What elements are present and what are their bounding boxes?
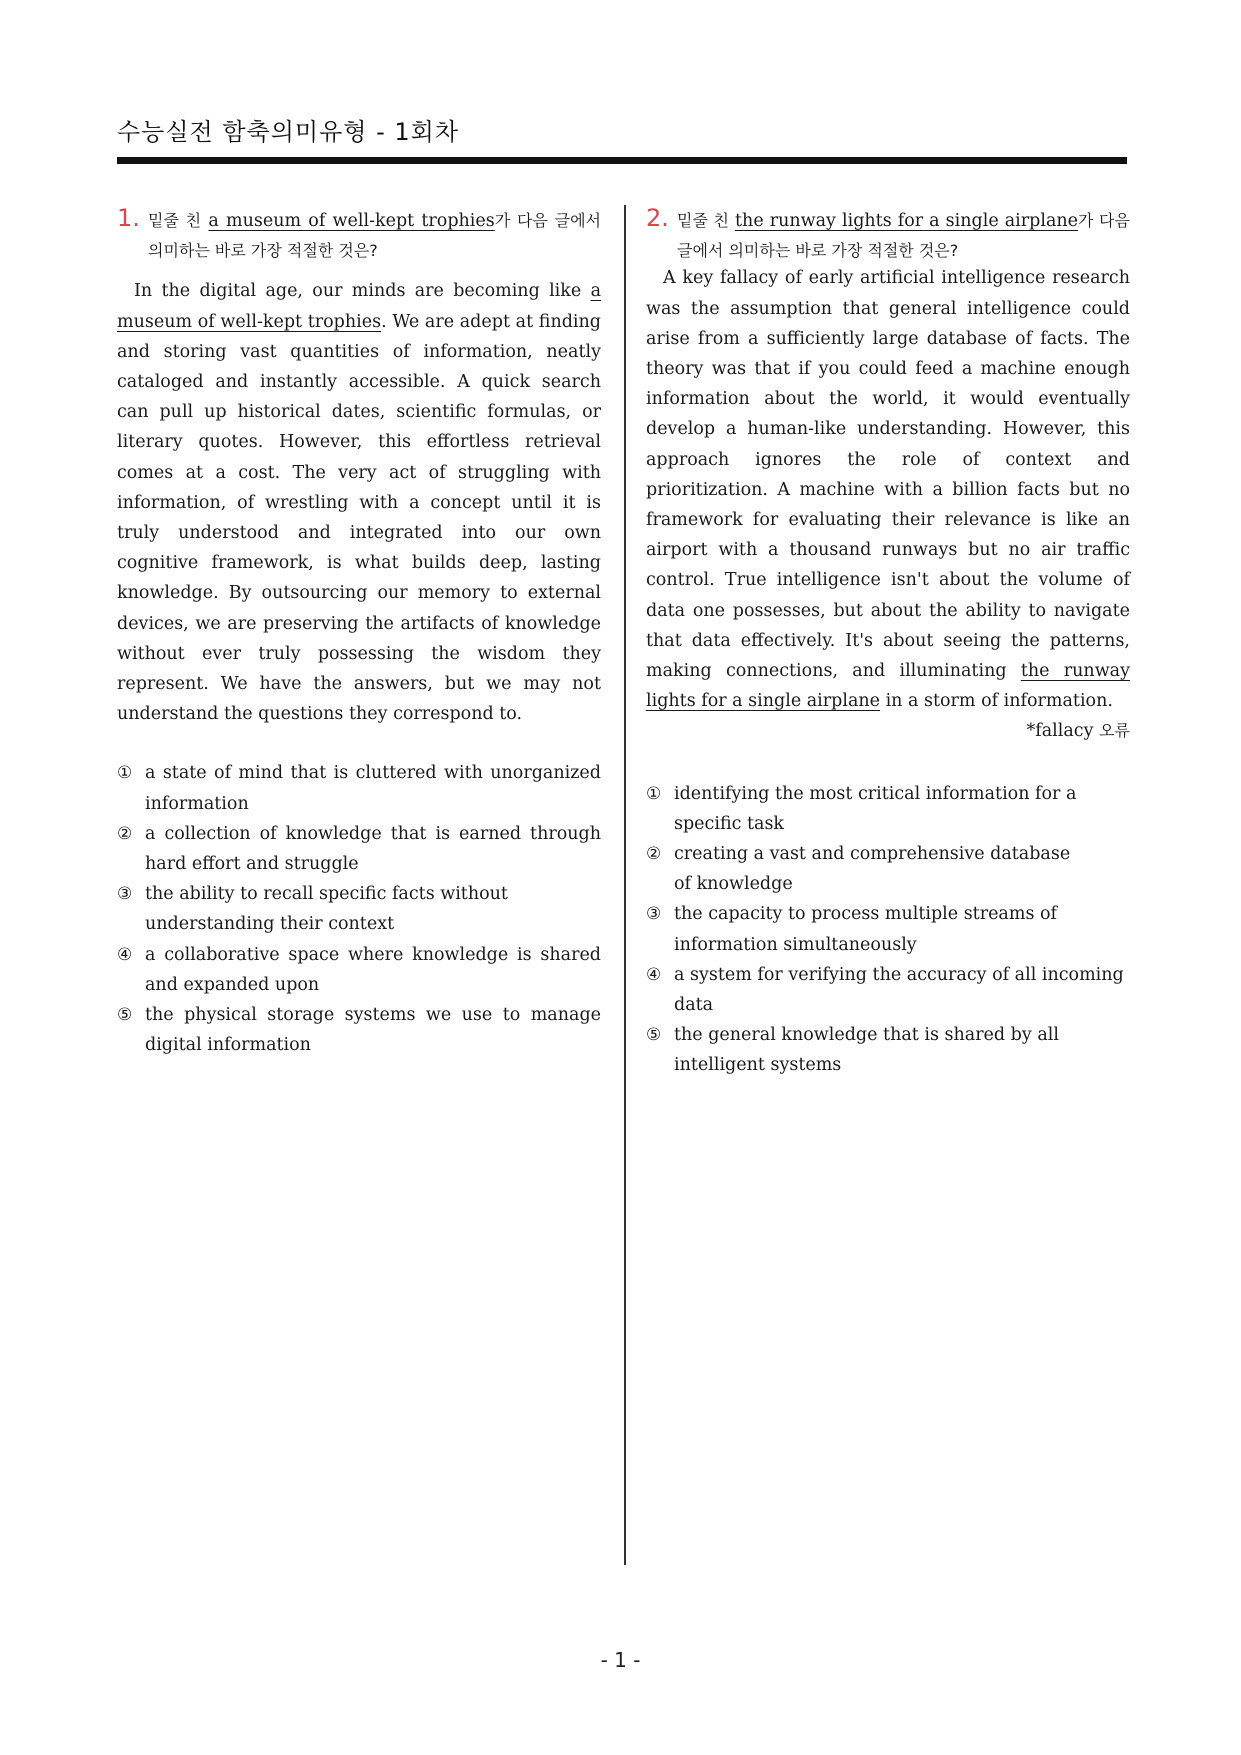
option-text: a collaborative space where knowledge is shared and expanded upon — [145, 944, 601, 995]
answer-option-3[interactable] — [646, 899, 1130, 959]
answer-options — [646, 779, 1130, 1081]
footnote-meaning: 오류 — [1099, 721, 1130, 741]
underlined-phrase: the runway lights for a single airplane — [735, 211, 1078, 231]
passage-underlined-phrase: a museum of well-kept trophies — [117, 281, 601, 332]
answer-option-1[interactable] — [117, 758, 601, 818]
option-number: ③ — [646, 904, 662, 925]
column-divider — [624, 205, 626, 1565]
option-number: ① — [646, 783, 662, 804]
question-1 — [117, 206, 601, 1060]
footnote-word: *fallacy — [1026, 721, 1094, 742]
prompt-lead: 밑줄 친 — [148, 211, 202, 230]
passage-text: A key fallacy of early artificial intelligence research was the assumption that general intelligence could arise from a sufficiently large database of facts. The theory was that if you could feed a machine enough information about the world, it would eventually develop a human-like understanding. However, this approach ignores the role of context and prioritization. A machine with a billion facts but no framework for evaluating their relevance is like an airport with a thousand runways but no air traffic control. True intelligence isn't about the volume of data one possesses, but about the ability to navigate that data effectively. It's about seeing the patterns, making connections, and illuminating — [646, 268, 1130, 682]
question-2 — [646, 206, 1130, 1081]
page-number: - 1 - — [600, 1648, 641, 1672]
question-number: 1. — [117, 204, 140, 232]
option-text: the general knowledge that is shared by all intelligent systems — [674, 1025, 1059, 1076]
option-number: ⑤ — [117, 1005, 133, 1026]
answer-option-2[interactable] — [646, 839, 1130, 899]
passage-underlined-phrase: the runway lights for a single airplane — [646, 661, 1130, 712]
passage-text: in a storm of information. — [880, 691, 1113, 712]
answer-option-1[interactable] — [646, 779, 1130, 839]
option-text: the capacity to process multiple streams of information simultaneously — [674, 904, 1058, 955]
prompt-tail: 가 다음 글에서 의미하는 바로 가장 적절한 것은? — [148, 211, 601, 261]
question-1-prompt — [117, 206, 601, 266]
passage — [646, 263, 1130, 716]
option-number: ③ — [117, 884, 133, 905]
underlined-phrase: a museum of well-kept trophies — [208, 211, 495, 231]
passage-text: . We are adept at finding and storing vast quantities of information, neatly cataloged and instantly accessible. A quick search can pull up historical dates, scientific formulas, or literary quotes. However, this effortless retrieval comes at a cost. The very act of struggling with information, of wrestling with a concept until it is truly understood and integrated into our own cognitive framework, is what builds deep, lasting knowledge. By outsourcing our memory to external devices, we are preserving the artifacts of knowledge without ever truly possessing the wisdom they represent. We have the answers, but we may not understand the questions they correspond to. — [117, 311, 602, 725]
option-text: a collection of knowledge that is earned through hard effort and struggle — [145, 823, 601, 875]
question-2-prompt — [646, 206, 1130, 266]
question-number: 2. — [646, 204, 669, 232]
option-number: ④ — [117, 944, 133, 965]
option-text: a state of mind that is cluttered with unorganized information — [145, 763, 601, 814]
answer-options — [117, 758, 601, 1060]
prompt-tail: 가 다음 글에서 의미하는 바로 가장 적절한 것은? — [677, 211, 1130, 261]
answer-option-2[interactable] — [117, 819, 601, 879]
passage-text: In the digital age, our minds are becoming like — [134, 281, 582, 302]
answer-option-5[interactable] — [117, 1000, 601, 1060]
option-number: ④ — [646, 964, 662, 985]
page-title: 수능실전 함축의미유형 - 1회차 — [117, 118, 460, 146]
answer-option-4[interactable] — [117, 940, 601, 1000]
option-text: a system for verifying the accuracy of all incoming data — [674, 964, 1124, 1016]
option-text: the ability to recall specific facts without understanding their context — [145, 884, 508, 935]
option-text: the physical storage systems we use to manage digital information — [145, 1005, 601, 1056]
passage — [117, 276, 601, 729]
option-number: ② — [117, 823, 133, 844]
option-text: identifying the most critical information for a specific task — [674, 783, 1077, 834]
option-number: ⑤ — [646, 1025, 662, 1046]
title-divider — [117, 157, 1127, 164]
answer-option-4[interactable] — [646, 960, 1130, 1020]
answer-option-5[interactable] — [646, 1020, 1130, 1080]
prompt-lead: 밑줄 친 — [677, 211, 729, 230]
footnote — [646, 716, 1130, 746]
answer-option-3[interactable] — [117, 879, 601, 939]
option-number: ① — [117, 763, 133, 784]
option-text: creating a vast and comprehensive database of knowledge — [674, 844, 1071, 895]
option-number: ② — [646, 844, 662, 865]
